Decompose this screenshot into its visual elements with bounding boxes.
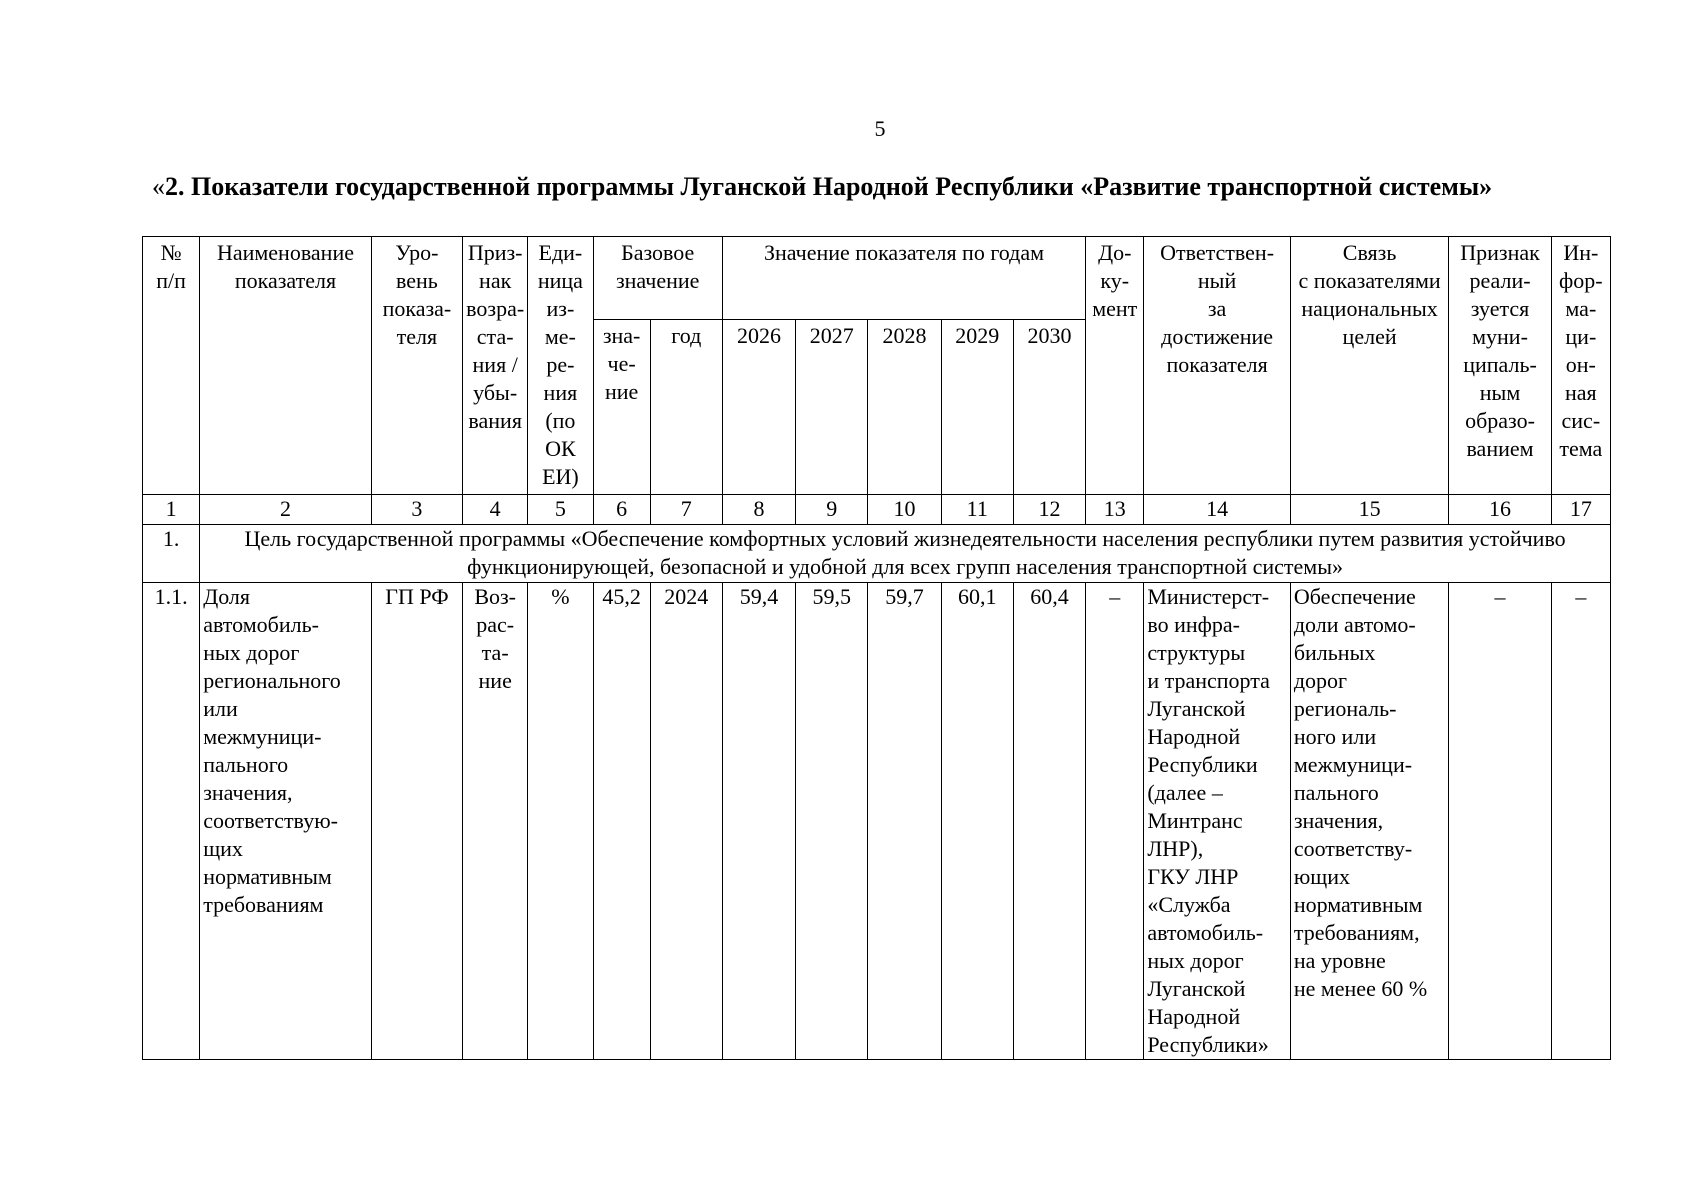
header-name: Наименование показателя — [200, 237, 372, 495]
goal-text: Цель государственной программы «Обеспечение комфортных условий жизнедеятельности населения республики путем развития устойчиво функционирующей, безопасной и удобной для всех групп населения транспортной системы» — [200, 525, 1611, 583]
column-number: 8 — [722, 495, 795, 525]
column-number: 10 — [868, 495, 941, 525]
row-link: Обеспечение доли автомо- бильных дорог региональ- ного или межмуници- пального значения, соответству- ющих нормативным требованиям, на уровне не менее 60 % — [1290, 583, 1449, 1060]
row-value-2029: 60,1 — [941, 583, 1013, 1060]
row-name: Доля автомобиль- ных дорог регионального или межмуници- пального значения, соответствую- щих нормативным требованиям — [200, 583, 372, 1060]
header-year-2028: 2028 — [868, 320, 941, 495]
row-value-2026: 59,4 — [722, 583, 795, 1060]
column-number: 12 — [1013, 495, 1085, 525]
column-number: 7 — [650, 495, 722, 525]
row-municipal: – — [1449, 583, 1551, 1060]
row-value-2028: 59,7 — [868, 583, 941, 1060]
column-number: 2 — [200, 495, 372, 525]
row-value-2027: 59,5 — [796, 583, 868, 1060]
header-base-value: зна- че- ние — [593, 320, 650, 495]
column-number: 3 — [371, 495, 462, 525]
indicator-row — [143, 583, 1611, 1060]
column-number: 4 — [463, 495, 528, 525]
row-unit: % — [528, 583, 593, 1060]
row-num: 1.1. — [143, 583, 200, 1060]
header-level: Уро- вень показа- теля — [371, 237, 462, 495]
header-year-2026: 2026 — [722, 320, 795, 495]
goal-row — [143, 525, 1611, 583]
header-base: Базовое значение — [593, 237, 722, 320]
header-num: № п/п — [143, 237, 200, 495]
header-year-2029: 2029 — [941, 320, 1013, 495]
header-trend: Приз- нак возра- ста- ния / убы- вания — [463, 237, 528, 495]
column-number: 15 — [1290, 495, 1449, 525]
header-row-1 — [143, 237, 1611, 320]
header-year-2027: 2027 — [796, 320, 868, 495]
row-info-system: – — [1551, 583, 1610, 1060]
column-number: 17 — [1551, 495, 1610, 525]
column-number: 9 — [796, 495, 868, 525]
row-document: – — [1086, 583, 1144, 1060]
header-link: Связь с показателями национальных целей — [1290, 237, 1449, 495]
column-number: 11 — [941, 495, 1013, 525]
header-municipal: Признак реали- зуется муни- ципаль- ным образо- ванием — [1449, 237, 1551, 495]
column-number: 1 — [143, 495, 200, 525]
column-number: 14 — [1144, 495, 1290, 525]
header-document: До- ку- мент — [1086, 237, 1144, 495]
title-open-quote: « — [152, 172, 165, 201]
page-number: 5 — [874, 116, 886, 141]
row-trend: Воз- рас- та- ние — [463, 583, 528, 1060]
document-title — [152, 172, 1622, 202]
indicators-table — [142, 236, 1611, 1060]
header-by-years: Значение показателя по годам — [722, 237, 1085, 320]
header-base-year: год — [650, 320, 722, 495]
row-value-2030: 60,4 — [1013, 583, 1085, 1060]
column-number: 6 — [593, 495, 650, 525]
header-year-2030: 2030 — [1013, 320, 1085, 495]
column-numbers-row — [143, 495, 1611, 525]
row-base-value: 45,2 — [593, 583, 650, 1060]
header-responsible: Ответствен- ный за достижение показателя — [1144, 237, 1290, 495]
title-text: 2. Показатели государственной программы Луганской Народной Республики «Развитие транспортной системы» — [165, 172, 1493, 201]
row-level: ГП РФ — [371, 583, 462, 1060]
header-unit: Еди- ница из- ме- ре- ния (по ОК ЕИ) — [528, 237, 593, 495]
row-base-year: 2024 — [650, 583, 722, 1060]
header-info-system: Ин- фор- ма- ци- он- ная сис- тема — [1551, 237, 1610, 495]
column-number: 16 — [1449, 495, 1551, 525]
goal-num: 1. — [143, 525, 200, 583]
column-number: 5 — [528, 495, 593, 525]
column-number: 13 — [1086, 495, 1144, 525]
row-responsible: Министерст- во инфра- структуры и транспорта Луганской Народной Республики (далее – Минтранс ЛНР), ГКУ ЛНР «Служба автомобиль- ных дорог Луганской Народной Республики» — [1144, 583, 1290, 1060]
